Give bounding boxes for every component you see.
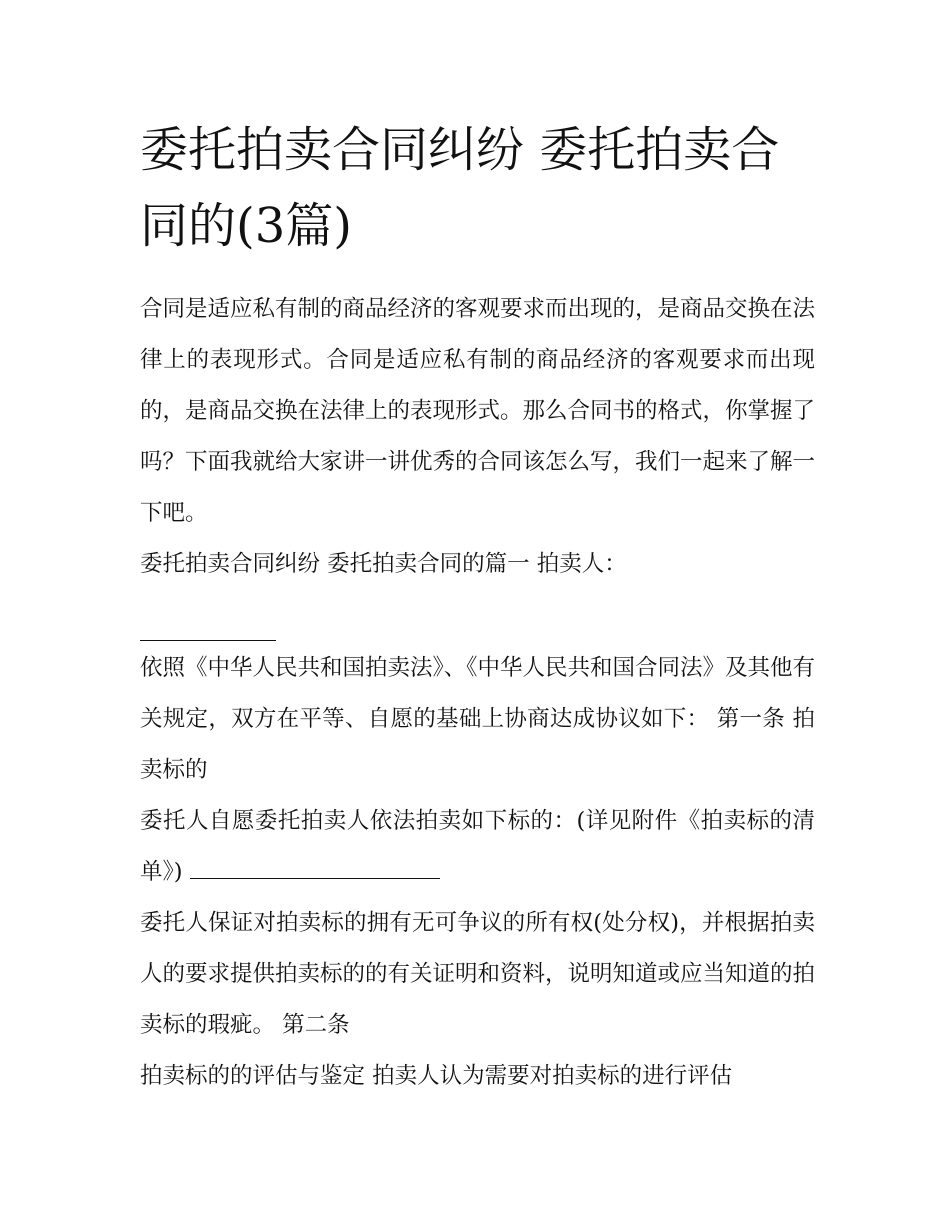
legal-basis-paragraph: 依照《中华人民共和国拍卖法》、《中华人民共和国合同法》及其他有关规定，双方在平等、自愿的基础上协商达成协议如下： 第一条 拍卖标的 bbox=[140, 655, 816, 783]
blank-fill-line bbox=[190, 856, 440, 879]
auction-item-paragraph bbox=[140, 796, 815, 898]
document-body bbox=[140, 284, 815, 1102]
document-page bbox=[140, 112, 815, 1102]
ownership-paragraph: 委托人保证对拍卖标的拥有无可争议的所有权(处分权)，并根据拍卖人的要求提供拍卖标的的有关证明和资料，说明知道或应当知道的拍卖标的瑕疵。 第二条 bbox=[140, 910, 816, 1038]
section-heading-paragraph: 委托拍卖合同纠纷 委托拍卖合同的篇一 拍卖人： bbox=[140, 551, 627, 577]
blank-fill-line bbox=[140, 590, 276, 641]
document-title: 委托拍卖合同纠纷 委托拍卖合同的(3篇) bbox=[140, 122, 780, 254]
auction-item-text: 委托人自愿委托拍卖人依法拍卖如下标的：(详见附件《拍卖标的清单》) bbox=[140, 808, 815, 885]
appraisal-paragraph: 拍卖标的的评估与鉴定 拍卖人认为需要对拍卖标的进行评估 bbox=[140, 1063, 733, 1089]
intro-paragraph: 合同是适应私有制的商品经济的客观要求而出现的，是商品交换在法律上的表现形式。合同是适应私有制的商品经济的客观要求而出现的，是商品交换在法律上的表现形式。那么合同书的格式，你掌握了吗？下面我就给大家讲一讲优秀的合同该怎么写，我们一起来了解一下吧。 bbox=[140, 296, 816, 526]
